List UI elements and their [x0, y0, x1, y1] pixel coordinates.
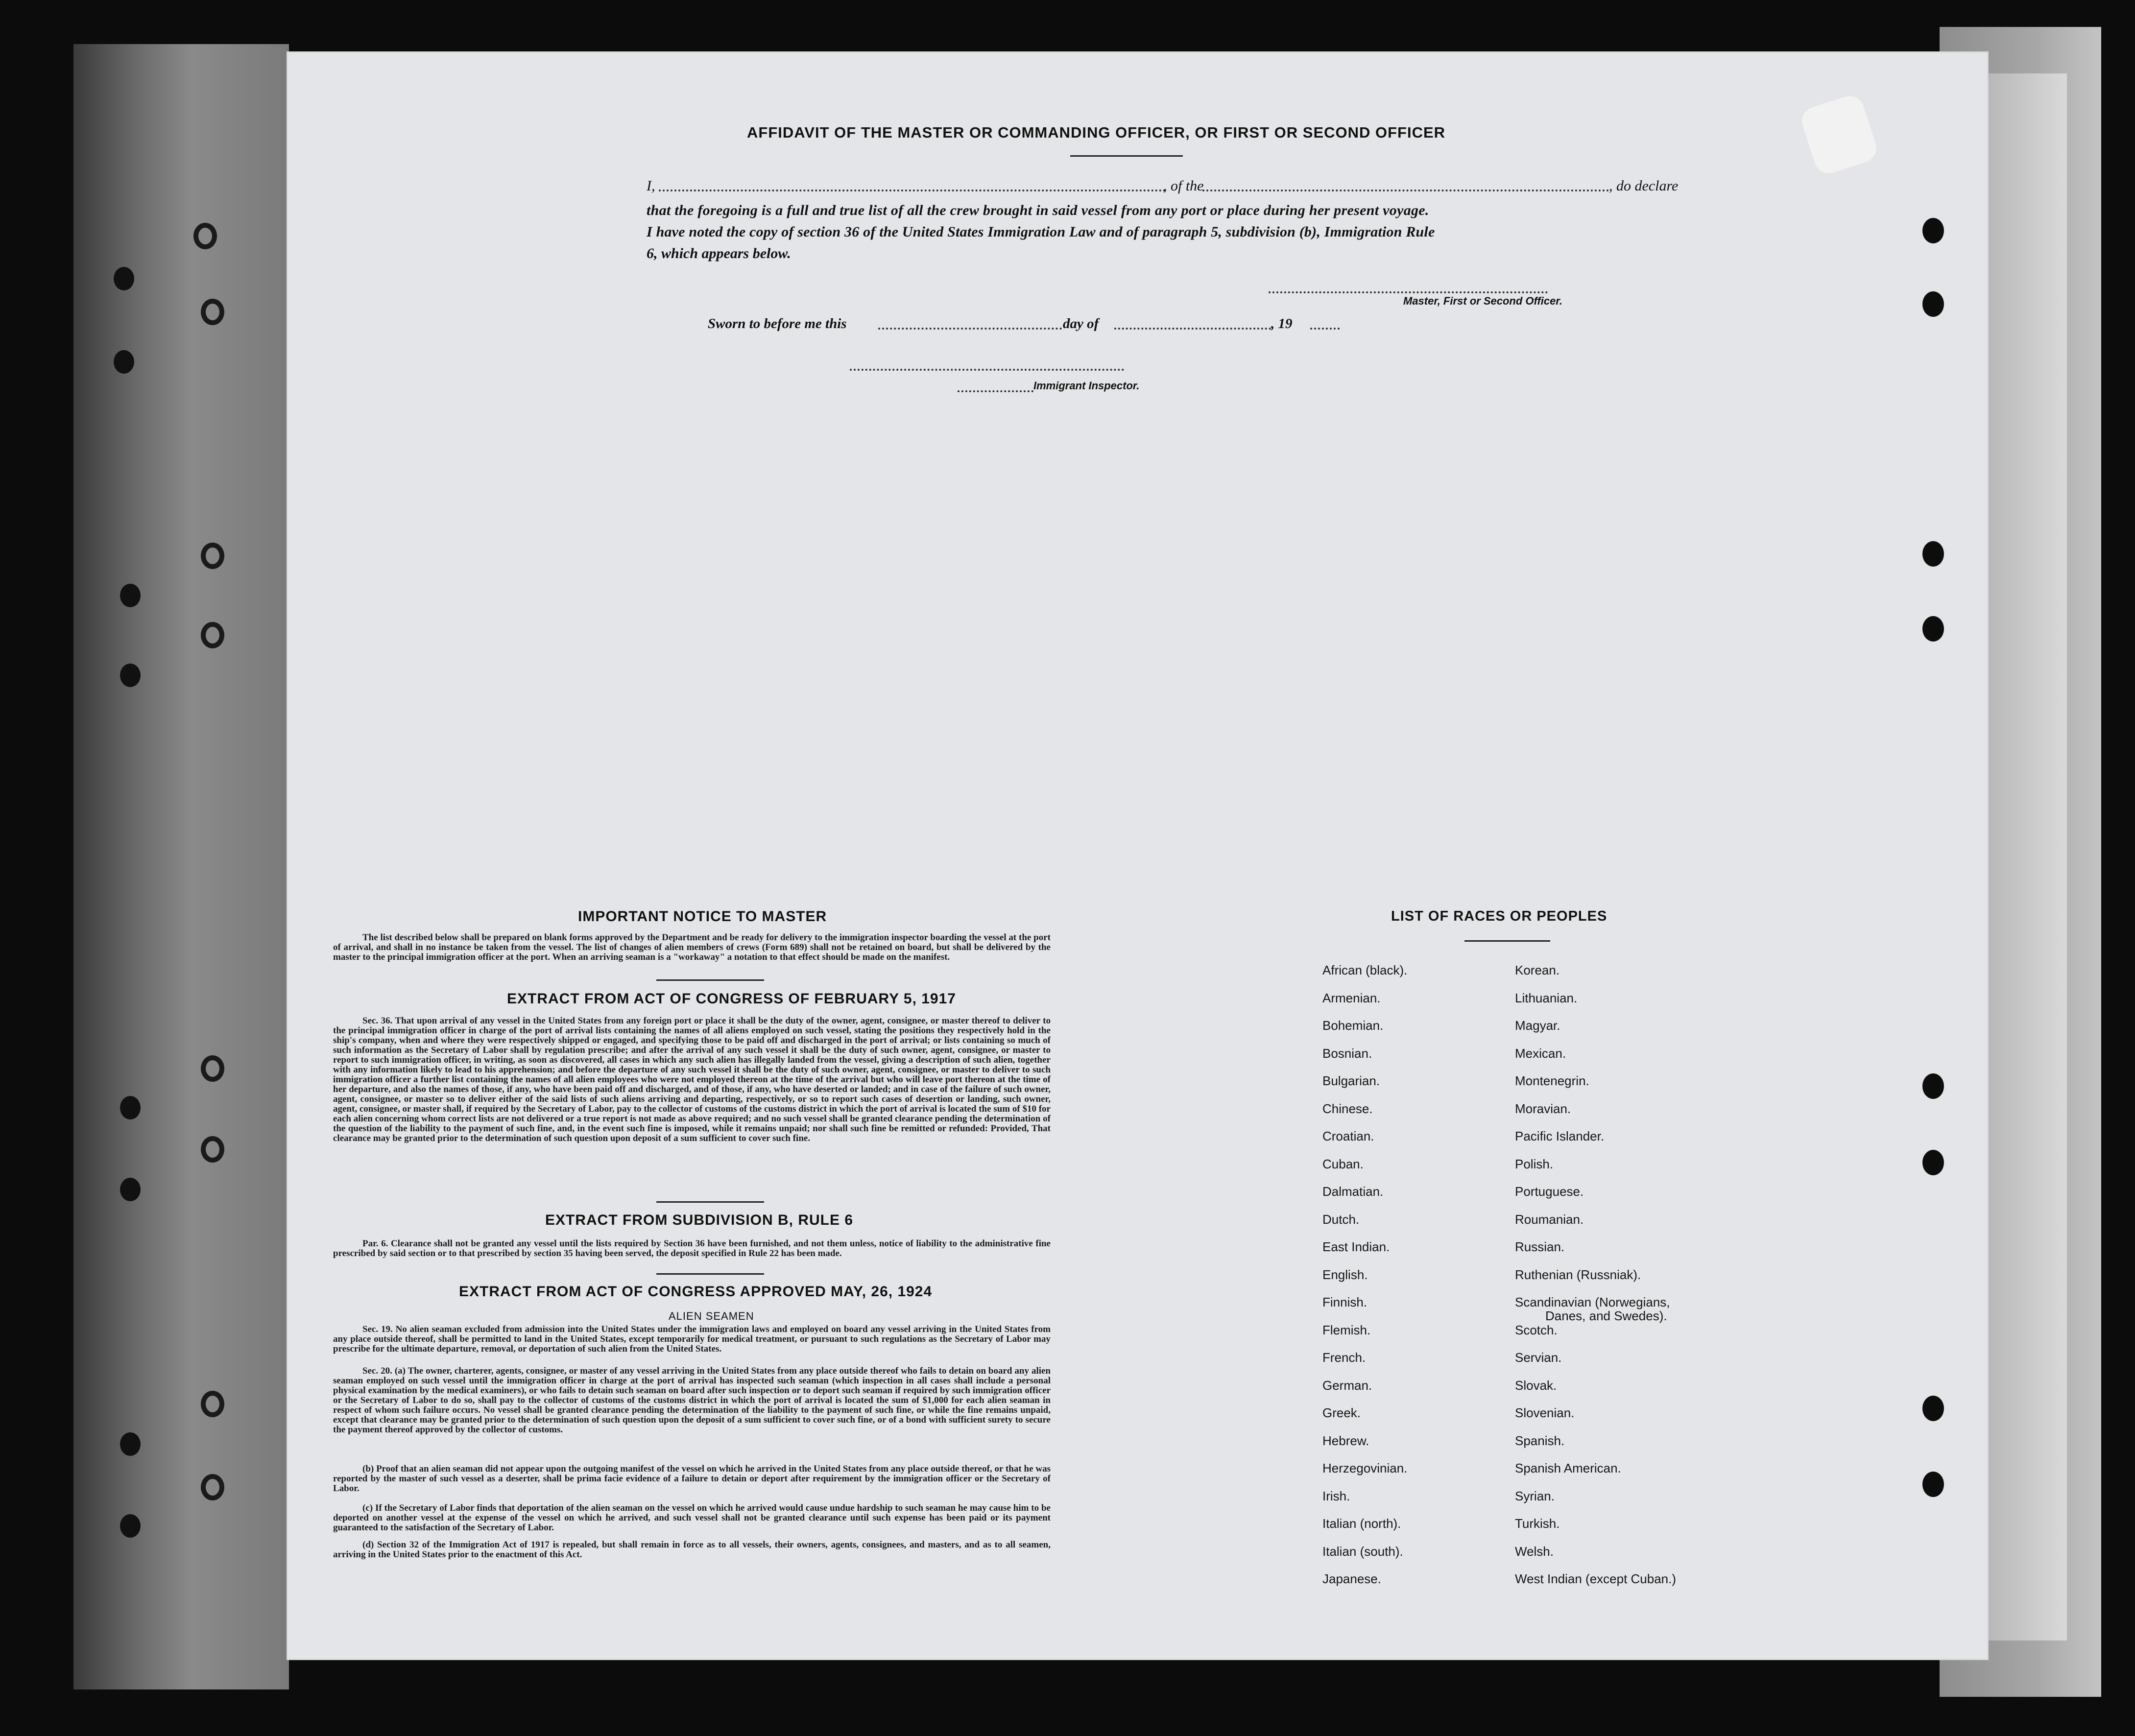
inspector-caption: Immigrant Inspector. [1033, 380, 1140, 392]
race-item: Korean. [1515, 963, 1560, 977]
binder-hole-icon [201, 1055, 224, 1082]
sworn-day-line [878, 328, 1062, 330]
binder-hole-icon [114, 350, 134, 374]
race-item: Japanese. [1322, 1571, 1381, 1586]
affidavit-i: I, [647, 178, 655, 194]
race-item: Pacific Islander. [1515, 1129, 1605, 1143]
race-item: Mexican. [1515, 1046, 1566, 1061]
binder-hole-icon [201, 543, 224, 569]
race-item: Greek. [1322, 1405, 1361, 1420]
vessel-blank-line [1202, 190, 1609, 191]
race-item: Dutch. [1322, 1212, 1360, 1227]
race-item: Chinese. [1322, 1101, 1373, 1116]
race-item: Magyar. [1515, 1018, 1560, 1033]
race-item: Armenian. [1322, 991, 1381, 1005]
punch-hole-icon [1922, 1073, 1944, 1099]
races-title-rule [1464, 940, 1550, 942]
race-item: Spanish. [1515, 1433, 1565, 1448]
race-item: Herzegovinian. [1322, 1461, 1408, 1475]
race-item: East Indian. [1322, 1239, 1390, 1254]
race-item: Lithuanian. [1515, 991, 1578, 1005]
punch-hole-icon [1922, 1396, 1944, 1421]
binder-hole-icon [120, 1432, 141, 1456]
punch-hole-icon [1922, 616, 1944, 642]
title-rule [1070, 155, 1183, 157]
race-item: French. [1322, 1350, 1366, 1365]
race-item: English. [1322, 1267, 1368, 1282]
act-1917-title: EXTRACT FROM ACT OF CONGRESS OF FEBRUARY 5, 1917 [507, 991, 956, 1007]
affidavit-line-2: that the foregoing is a full and true list of all the crew brought in said vessel from any port or place during her present voyage. [647, 202, 1429, 218]
section-rule [656, 1201, 764, 1203]
race-item: Montenegrin. [1515, 1073, 1589, 1088]
binder-hole-icon [120, 1178, 141, 1201]
race-item: Ruthenian (Russniak). [1515, 1267, 1641, 1282]
notice-title: IMPORTANT NOTICE TO MASTER [578, 908, 827, 925]
binder-hole-icon [201, 1136, 224, 1163]
inspector-signature-line [850, 369, 1124, 371]
race-item: Turkish. [1515, 1516, 1560, 1531]
affidavit-line-3: I have noted the copy of section 36 of the United States Immigration Law and of paragraph 5, subdivision (b), Immigration Rule [647, 224, 1435, 240]
act-1917-body: Sec. 36. That upon arrival of any vessel in the United States from any foreign port or place it shall be the duty of the owner, agent, consignee, or master thereof to deliver to the principal immigration officer in charge of the port of arrival lists containing the names of all aliens employed on such vessel, stating the positions they respectively hold in the ship's company, when and where they were respectively shipped or engaged, and specifying those to be paid off and discharged in the port of arrival; or lists containing so much of such information as the Secretary of Labor shall by regulation prescribe; and after the arrival of any such vessel it shall be the duty of such owner, agent, consignee, or master to report to such immigration officer, in writing, as soon as discovered, all cases in which any such alien has illegally landed from the vessel, giving a description of such alien, together with any information likely to lead to his apprehension; and before the departure of any such vessel it shall be the duty of such owner, agent, consignee, or master to deliver to such immigration officer a further list containing the names of all alien employees who were not employed thereon at the time of the arrival but who will leave port thereon at the time of her departure, and also the names of those, if any, who have been paid off and discharged, and of those, if any, who have deserted or landed; and in case of the failure of such owner, agent, consignee, or master so to deliver either of the said lists of such aliens arriving and departing, respectively, or so to report such cases of desertion or landing, such owner, agent, consignee, or master shall, if required by the Secretary of Labor, pay to the collector of customs of the customs district in which the port of arrival is located the sum of $10 for each alien concerning whom correct lists are not delivered or a true report is not made as above required; and no such vessel shall be granted clearance pending the determination of the question of the liability to the payment of such fine, and, in the event such fine is imposed, while it remains unpaid; nor shall such fine be remitted or refunded: Provided, That clearance may be granted prior to the determination of such question upon deposit of a sum sufficient to cover such fine. [333, 1016, 1051, 1143]
race-item-continuation: Danes, and Swedes). [1545, 1308, 1667, 1323]
affidavit-title: AFFIDAVIT OF THE MASTER OR COMMANDING OFFICER, OR FIRST OR SECOND OFFICER [747, 124, 1446, 141]
binder-hole-icon [120, 1514, 141, 1538]
race-item: Moravian. [1515, 1101, 1571, 1116]
binder-hole-icon [120, 584, 141, 607]
race-item: Slovenian. [1515, 1405, 1575, 1420]
race-item: Spanish American. [1515, 1461, 1621, 1475]
race-item: Scotch. [1515, 1323, 1558, 1337]
document-page [287, 51, 1989, 1660]
race-item: Hebrew. [1322, 1433, 1369, 1448]
race-item: German. [1322, 1378, 1372, 1393]
binder-hole-icon [201, 1391, 224, 1417]
binder-hole-icon [114, 267, 134, 290]
sec-19-body: Sec. 19. No alien seaman excluded from admission into the United States under the immigration laws and employed on board any vessel arriving in the United States from any place outside thereof, shall be permitted to land in the United States, except temporarily for medical treatment, or pursuant to such regulations as the Secretary of Labor may prescribe for the ultimate departure, removal, or deportation of such alien from the United States. [333, 1324, 1051, 1354]
master-signature-line [1269, 291, 1548, 293]
rule-6-body: Par. 6. Clearance shall not be granted any vessel until the lists required by Section 36 have been furnished, and not them unless, notice of liability to the administrative fine prescribed by said section or to that prescribed by section 35 having been served, the deposit specified in Rule 22 has been made. [333, 1238, 1051, 1259]
section-rule [656, 1273, 764, 1275]
race-item: Roumanian. [1515, 1212, 1584, 1227]
punch-hole-icon [1922, 218, 1944, 243]
name-blank-line [659, 190, 1166, 191]
race-item: Russian. [1515, 1239, 1565, 1254]
binder-hole-icon [201, 622, 224, 648]
binder-hole-icon [120, 664, 141, 687]
scan-background-left [73, 44, 289, 1689]
sec-20c-body: (c) If the Secretary of Labor finds that deportation of the alien seaman on the vessel on which he arrived would cause undue hardship to such seaman he may cause him to be deported on another vessel at the expense of the vessel on which he arrived, and such vessel shall not be granted clearance until such expense has been paid or its payment guaranteed to the satisfaction of the Secretary of Labor. [333, 1503, 1051, 1533]
race-item: Servian. [1515, 1350, 1562, 1365]
affidavit-of-the: , of the [1163, 178, 1204, 194]
race-item: Dalmatian. [1322, 1184, 1384, 1199]
affidavit-declare: , do declare [1609, 178, 1679, 194]
race-item: Bohemian. [1322, 1018, 1384, 1033]
sworn-month-line [1114, 328, 1271, 330]
section-rule [656, 979, 764, 981]
binder-hole-icon [201, 1474, 224, 1500]
sec-20a-body: Sec. 20. (a) The owner, charterer, agents, consignee, or master of any vessel arriving in the United States from any place outside thereof who fails to detain on board any alien seaman employed on such vessel until the immigration officer in charge at the port of arrival has inspected such seaman (which inspection in all cases shall include a personal physical examination by the medical examiners), or who fails to detain such seaman on board after such inspection or to deport such seaman if required by such immigration officer or the Secretary of Labor to do so, shall pay to the collector of customs of the customs district in which the port of arrival is located the sum of $1,000 for each alien seaman in respect of whom such failure occurs. No vessel shall be granted clearance pending the determination of the liability to the payment of such fine, or while the fine remains unpaid, except that clearance may be granted prior to the determination of such question upon the deposit of a sum sufficient to cover such fine, or of a bond with sufficient surety to secure the payment thereof approved by the collector of customs. [333, 1366, 1051, 1435]
race-item: Slovak. [1515, 1378, 1557, 1393]
race-item: African (black). [1322, 963, 1408, 977]
punch-hole-icon [1922, 1150, 1944, 1175]
punch-hole-icon [1922, 541, 1944, 567]
binder-hole-icon [193, 223, 217, 249]
race-item: Polish. [1515, 1157, 1554, 1171]
race-item: Bulgarian. [1322, 1073, 1380, 1088]
sec-20b-body: (b) Proof that an alien seaman did not appear upon the outgoing manifest of the vessel on which he arrived in the United States from any place outside thereof, or that he was reported by the master of such vessel as a deserter, shall be prima facie evidence of a failure to detain or deport after requirement by the immigration officer or the Secretary of Labor. [333, 1464, 1051, 1494]
binder-hole-icon [201, 299, 224, 325]
race-item: Irish. [1322, 1489, 1350, 1503]
race-item: Finnish. [1322, 1295, 1367, 1309]
race-item: Cuban. [1322, 1157, 1364, 1171]
affidavit-line-4: 6, which appears below. [647, 245, 791, 262]
alien-seamen-heading: ALIEN SEAMEN [669, 1310, 754, 1322]
sworn-year: , 19 [1271, 316, 1293, 332]
scan-background-right-inner [1984, 73, 2067, 1641]
master-signature-caption: Master, First or Second Officer. [1403, 295, 1562, 307]
race-item: Italian (south). [1322, 1544, 1403, 1559]
punch-hole-icon [1922, 291, 1944, 317]
race-item: Italian (north). [1322, 1516, 1401, 1531]
sworn-day-of: day of [1063, 316, 1099, 332]
sec-20d-body: (d) Section 32 of the Immigration Act of 1917 is repealed, but shall remain in force as to all vessels, their owners, agents, consignees, and masters, and as to all seamen, arriving in the United States prior to the enactment of this Act. [333, 1540, 1051, 1560]
act-1924-title: EXTRACT FROM ACT OF CONGRESS APPROVED MAY, 26, 1924 [459, 1284, 933, 1300]
notice-body: The list described below shall be prepared on blank forms approved by the Department and be ready for delivery to the immigration inspector boarding the vessel at the port of arrival, and shall in no instance be taken from the vessel. The list of changes of alien members of crews (Form 689) shall not be retained on board, but shall be delivered by the master to the principal immigration officer at the port. When an arriving seaman is a "workaway" a notation to that effect should be made on the manifest. [333, 932, 1051, 962]
rule-6-title: EXTRACT FROM SUBDIVISION B, RULE 6 [545, 1212, 854, 1228]
race-item: Flemish. [1322, 1323, 1371, 1337]
sworn-text: Sworn to before me this [708, 316, 847, 332]
sworn-year-line [1310, 328, 1340, 330]
races-title: LIST OF RACES OR PEOPLES [1391, 908, 1607, 924]
binder-hole-icon [120, 1096, 141, 1119]
punch-hole-icon [1922, 1472, 1944, 1497]
race-item: Welsh. [1515, 1544, 1554, 1559]
inspector-prefix-line [958, 390, 1033, 392]
race-item: Portuguese. [1515, 1184, 1584, 1199]
race-item: Syrian. [1515, 1489, 1555, 1503]
race-item: Scandinavian (Norwegians, [1515, 1295, 1670, 1309]
race-item: West Indian (except Cuban.) [1515, 1571, 1677, 1586]
race-item: Croatian. [1322, 1129, 1374, 1143]
race-item: Bosnian. [1322, 1046, 1372, 1061]
